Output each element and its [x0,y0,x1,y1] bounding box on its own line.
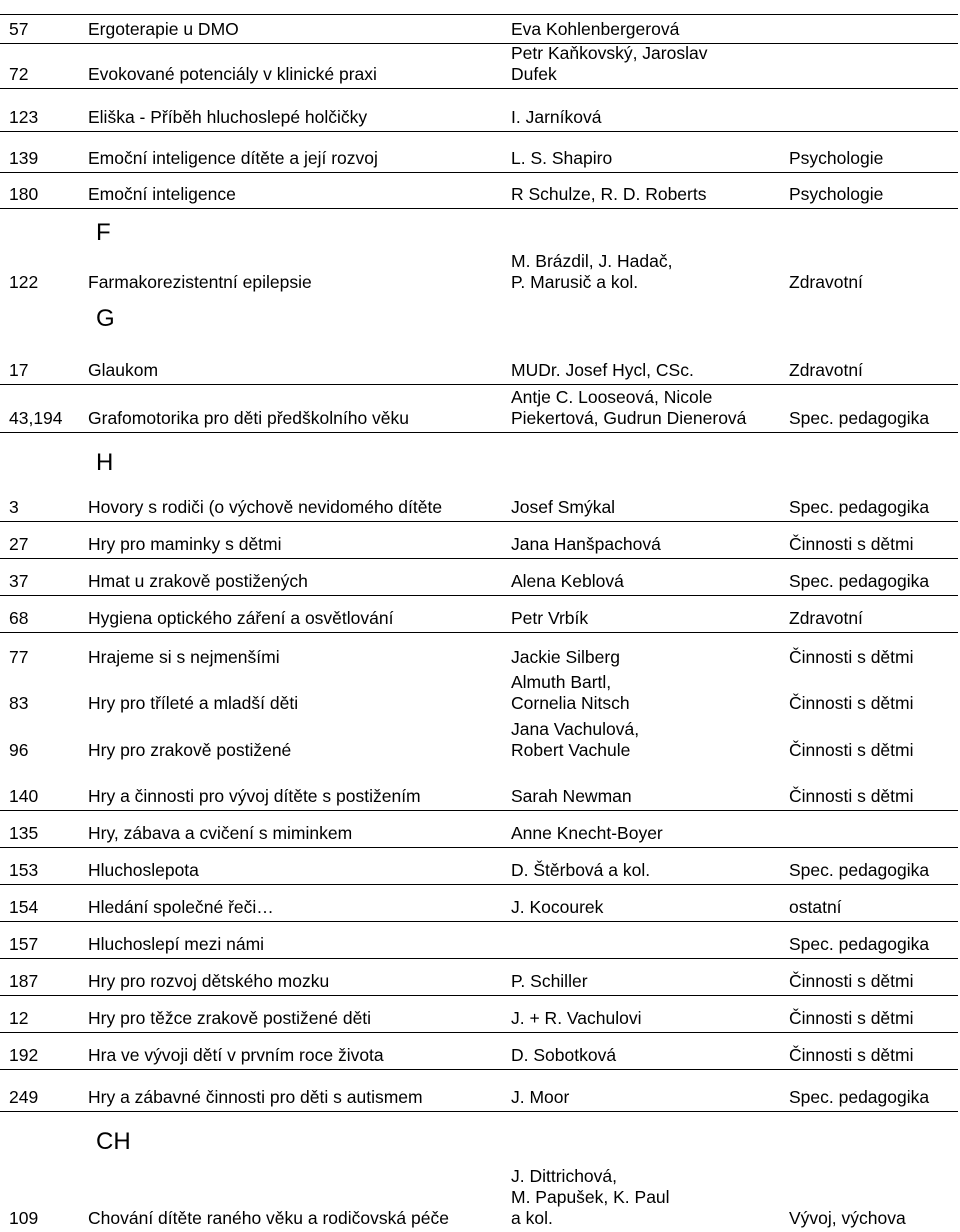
book-title: Hluchoslepota [88,860,199,880]
table-row [0,921,958,959]
table-row [0,958,958,996]
book-author: Jana Hanšpachová [511,534,661,554]
table-row [0,484,958,522]
book-author: D. Sobotková [511,1045,617,1065]
book-title: Eliška - Příběh hluchoslepé holčičky [88,107,368,127]
book-author: Jackie Silberg [511,647,620,667]
book-author: Jana Vachulová, Robert Vachule [511,719,640,760]
book-category: Zdravotní [789,272,863,292]
book-author: Alena Keblová [511,571,624,591]
book-title: Emoční inteligence dítěte a její rozvoj [88,148,378,168]
book-number: 192 [9,1045,39,1065]
section-letter: F [96,219,111,246]
book-title: Grafomotorika pro děti předškolního věku [88,408,409,428]
book-title: Evokované potenciály v klinické praxi [88,64,377,84]
table-row [0,350,958,385]
book-number: 72 [9,64,29,84]
book-number: 135 [9,823,39,843]
book-author: J. Kocourek [511,897,604,917]
book-author: L. S. Shapiro [511,148,613,168]
book-author: Almuth Bartl, Cornelia Nitsch [511,672,630,713]
book-number: 187 [9,971,39,991]
table-row [0,632,958,671]
book-number: 83 [9,693,29,713]
table-row [0,671,958,717]
section-letter: G [96,305,115,332]
book-author: J. + R. Vachulovi [511,1008,642,1028]
book-number: 140 [9,786,39,806]
book-title: Ergoterapie u DMO [88,19,239,39]
book-category: Činnosti s dětmi [789,1008,914,1028]
book-title: Hmat u zrakově postižených [88,571,308,591]
book-category: Činnosti s dětmi [789,1045,914,1065]
book-category: Činnosti s dětmi [789,534,914,554]
table-row [0,172,958,209]
table-row [0,1160,958,1232]
book-author: Petr Kaňkovský, Jaroslav Dufek [511,43,708,84]
book-number: 157 [9,934,39,954]
book-author: Eva Kohlenbergerová [511,19,680,39]
book-author: Petr Vrbík [511,608,589,628]
book-author: J. Moor [511,1087,570,1107]
table-row [0,15,958,44]
book-number: 43,194 [9,408,63,428]
table-row [0,558,958,596]
book-author: P. Schiller [511,971,588,991]
book-title: Hry pro rozvoj dětského mozku [88,971,330,991]
book-title: Hry pro maminky s dětmi [88,534,282,554]
book-author: M. Brázdil, J. Hadač, P. Marusič a kol. [511,251,673,292]
table-row [0,847,958,885]
book-author: R Schulze, R. D. Roberts [511,184,707,204]
book-number: 122 [9,272,39,292]
book-category: ostatní [789,897,842,917]
book-category: Spec. pedagogika [789,1087,930,1107]
book-number: 139 [9,148,39,168]
book-category: Zdravotní [789,360,863,380]
book-title: Hry a zábavné činnosti pro děti s autismem [88,1087,423,1107]
book-author: Antje C. Looseová, Nicole Piekertová, Gudrun Dienerová [511,387,747,428]
book-category: Činnosti s dětmi [789,740,914,760]
book-title: Hrajeme si s nejmenšími [88,647,280,667]
book-category: Činnosti s dětmi [789,971,914,991]
book-category: Spec. pedagogika [789,571,930,591]
book-number: 12 [9,1008,29,1028]
book-author: I. Jarníková [511,107,602,127]
book-title: Hygiena optického záření a osvětlování [88,608,394,628]
book-author: Anne Knecht-Boyer [511,823,663,843]
table-row [0,717,958,764]
book-category: Psychologie [789,184,884,204]
book-title: Hry pro zrakově postižené [88,740,292,760]
book-category: Spec. pedagogika [789,408,930,428]
table-row [0,384,958,433]
book-number: 3 [9,497,19,517]
book-number: 17 [9,360,29,380]
book-number: 109 [9,1208,39,1228]
table-row [0,884,958,922]
book-author: Josef Smýkal [511,497,616,517]
book-category: Spec. pedagogika [789,497,930,517]
book-title: Hry pro těžce zrakově postižené děti [88,1008,372,1028]
book-title: Emoční inteligence [88,184,236,204]
book-author: MUDr. Josef Hycl, CSc. [511,360,694,380]
table-row [0,777,958,811]
book-number: 68 [9,608,29,628]
book-number: 153 [9,860,39,880]
book-number: 154 [9,897,39,917]
book-author: D. Štěrbová a kol. [511,860,651,880]
book-title: Hry, zábava a cvičení s miminkem [88,823,353,843]
table-row [0,595,958,633]
book-title: Farmakorezistentní epilepsie [88,272,312,292]
table-row [0,1032,958,1070]
book-author: J. Dittrichová, M. Papušek, K. Paul a kol. [511,1166,670,1228]
book-title: Hry a činnosti pro vývoj dítěte s postižením [88,786,421,806]
book-category: Vývoj, výchova [789,1208,906,1228]
table-row [0,810,958,848]
table-row [0,43,958,89]
book-title: Hledání společné řeči… [88,897,274,917]
book-category: Činnosti s dětmi [789,693,914,713]
section-letter: H [96,449,114,476]
book-title: Hovory s rodiči (o výchově nevidomého dítěte [88,497,443,517]
book-category: Spec. pedagogika [789,934,930,954]
book-category: Zdravotní [789,608,863,628]
book-number: 77 [9,647,29,667]
book-category: Činnosti s dětmi [789,786,914,806]
table-row [0,240,958,296]
book-category: Spec. pedagogika [789,860,930,880]
book-category: Psychologie [789,148,884,168]
book-number: 37 [9,571,29,591]
table-row [0,88,958,132]
table-row [0,131,958,173]
book-number: 96 [9,740,29,760]
table-row [0,521,958,559]
table-row [0,995,958,1033]
book-title: Hry pro tříleté a mladší děti [88,693,299,713]
book-title: Hluchoslepí mezi námi [88,934,265,954]
section-letter: CH [96,1128,131,1155]
book-title: Hra ve vývoji dětí v prvním roce života [88,1045,384,1065]
book-number: 27 [9,534,29,554]
book-category: Činnosti s dětmi [789,647,914,667]
book-number: 57 [9,19,29,39]
table-row [0,1069,958,1112]
book-number: 180 [9,184,39,204]
book-number: 249 [9,1087,39,1107]
book-title: Chování dítěte raného věku a rodičovská péče [88,1208,449,1228]
book-title: Glaukom [88,360,159,380]
book-number: 123 [9,107,39,127]
book-author: Sarah Newman [511,786,632,806]
